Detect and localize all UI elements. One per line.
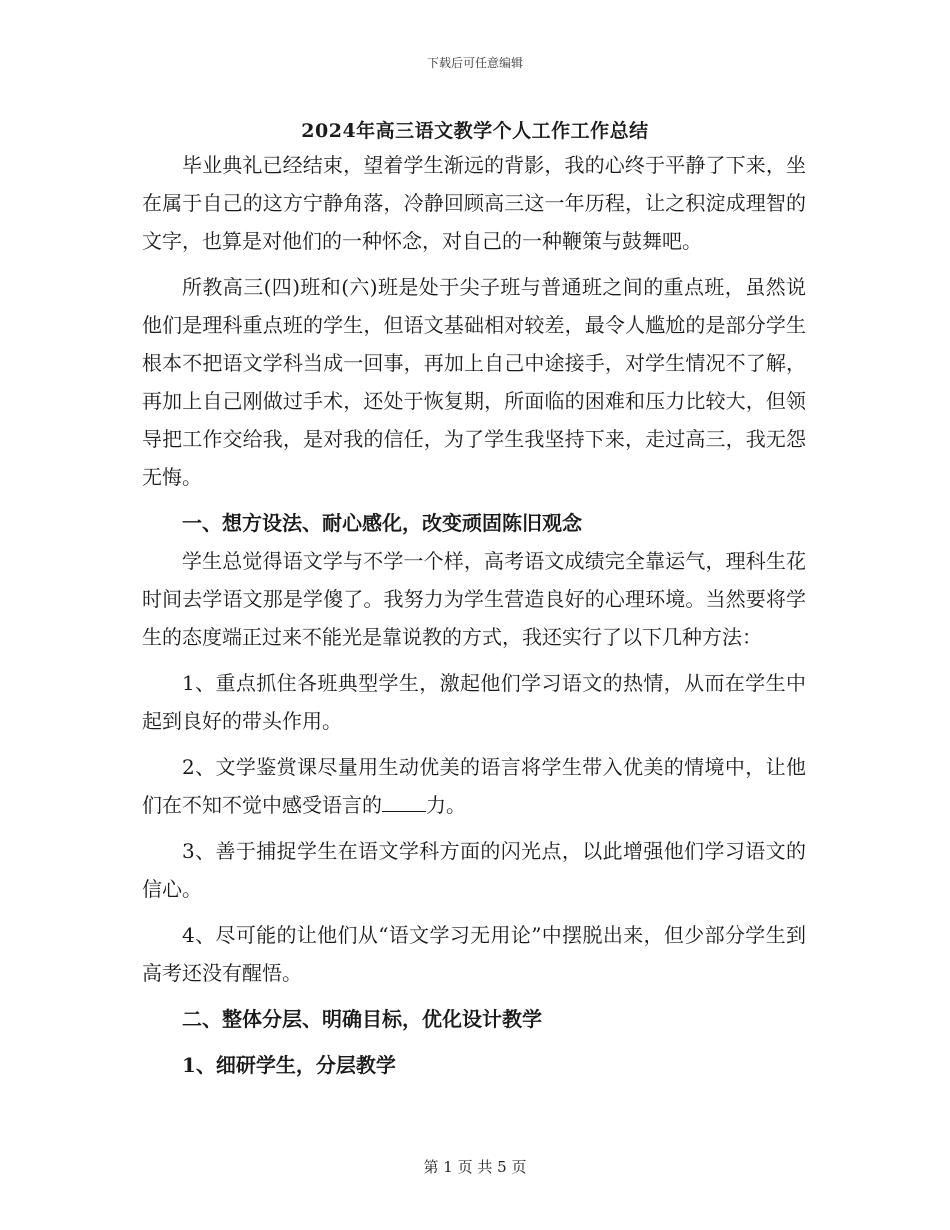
section-heading-2: 二、整体分层、明确目标，优化设计教学 <box>182 1007 542 1031</box>
paragraph-student-attitude: 学生总觉得语文学与不学一个样，高考语文成绩完全靠运气，理科生花时间去学语文那是学傻了。我努力为学生营造良好的心理环境。当然要将学生的态度端正过来不能光是靠说教的方式，我还实行了以下几种方法： <box>142 549 806 649</box>
list-item-1: 1、重点抓住各班典型学生，激起他们学习语文的热情，从而在学生中起到良好的带头作用。 <box>142 671 806 733</box>
document-title: 2024年高三语文教学个人工作工作总结 <box>301 120 649 142</box>
document-body <box>142 146 806 1084</box>
list-item-2-text: 2、文学鉴赏课尽量用生动优美的语言将学生带入优美的情境中，让他们在不知不觉中感受语言的 <box>142 755 806 817</box>
paragraph-class-situation: 所教高三(四)班和(六)班是处于尖子班与普通班之间的重点班，虽然说他们是理科重点班的学生，但语文基础相对较差，最令人尴尬的是部分学生根本不把语文学科当成一回事，再加上自己中途接手，对学生情况不了解，再加上自己刚做过手术，还处于恢复期，所面临的困难和压力比较大，但领导把工作交给我，是对我的信任，为了学生我坚持下来，走过高三，我无怨无悔。 <box>142 275 806 489</box>
fill-blank <box>382 793 426 812</box>
list-item-2-end: 力。 <box>426 793 466 817</box>
list-item-3: 3、善于捕捉学生在语文学科方面的闪光点，以此增强他们学习语文的信心。 <box>142 839 806 901</box>
paragraph-intro: 毕业典礼已经结束，望着学生渐远的背影，我的心终于平静了下来，坐在属于自己的这方宁静角落，冷静回顾高三这一年历程，让之积淀成理智的文字，也算是对他们的一种怀念，对自己的一种鞭策与鼓舞吧。 <box>142 153 806 253</box>
subsection-heading-1: 1、细研学生，分层教学 <box>182 1053 396 1077</box>
page-footer: 第 1 页 共 5 页 <box>423 1158 527 1176</box>
section-heading-1: 一、想方设法、耐心感化，改变顽固陈旧观念 <box>182 511 582 535</box>
list-item-2 <box>142 748 806 824</box>
list-item-4: 4、尽可能的让他们从“语文学习无用论”中摆脱出来，但少部分学生到高考还没有醒悟。 <box>142 923 806 985</box>
header-note: 下载后可任意编辑 <box>426 56 523 70</box>
